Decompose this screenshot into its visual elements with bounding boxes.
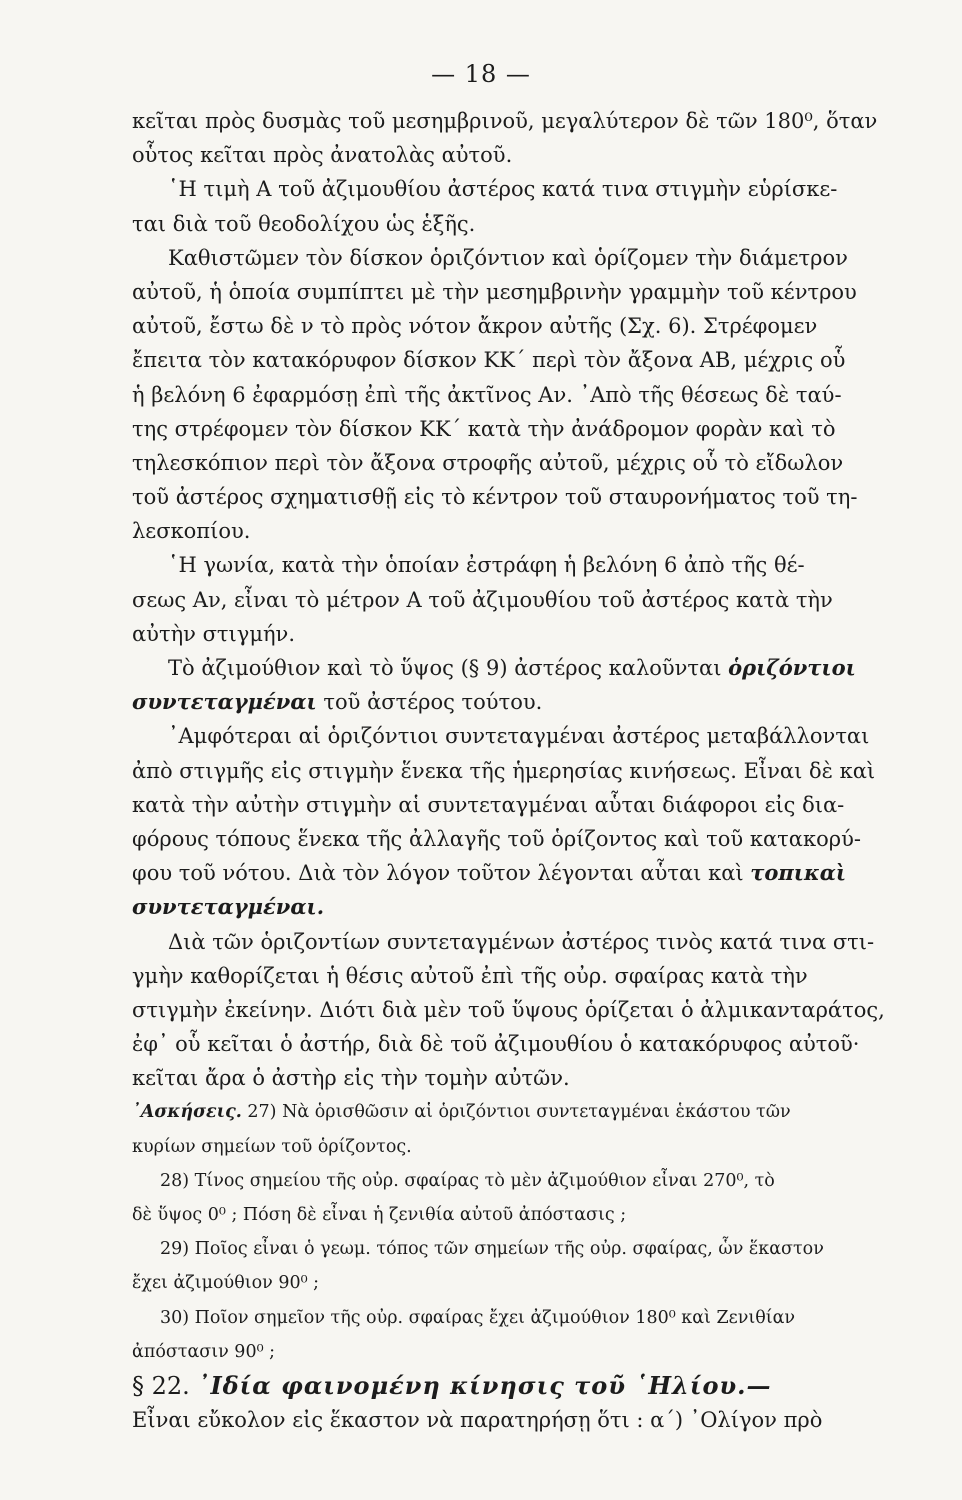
definition-line bbox=[132, 651, 926, 685]
text-line: ῾Η γωνία, κατὰ τὴν ὁποίαν ἐστράφη ἡ βελόνη 6 ἀπὸ τῆς θέ- bbox=[168, 553, 805, 578]
text-line: ἡ βελόνη 6 ἐφαρμόσῃ ἐπὶ τῆς ἀκτῖνος Αν. ᾿Απὸ τῆς θέσεως δὲ ταύ- bbox=[132, 382, 842, 407]
text-line: κεῖται πρὸς δυσμὰς τοῦ μεσημβρινοῦ, μεγαλύτερον δὲ τῶν 180⁰, ὅταν bbox=[132, 109, 878, 133]
text-line: φόρους τόπους ἕνεκα τῆς ἀλλαγῆς τοῦ ὁρίζοντος καὶ τοῦ κατακορύ- bbox=[132, 826, 861, 851]
definition-term: συντεταγμέναι bbox=[132, 689, 317, 715]
exercise-line: ἀπόστασιν 90⁰ ; bbox=[132, 1341, 276, 1362]
text-line: ται διὰ τοῦ θεοδολίχου ὡς ἑξῆς. bbox=[132, 211, 476, 236]
exercise-line: 30) Ποῖον σημεῖον τῆς οὐρ. σφαίρας ἔχει ἀζιμούθιον 180⁰ καὶ Ζενιθίαν bbox=[160, 1307, 796, 1328]
text-line: αὐτὴν στιγμήν. bbox=[132, 621, 295, 646]
text-line: οὗτος κεῖται πρὸς ἀνατολὰς αὐτοῦ. bbox=[132, 143, 513, 168]
definition-line bbox=[132, 685, 926, 719]
text-line: κεῖται ἄρα ὁ ἀστὴρ εἰς τὴν τομὴν αὐτῶν. bbox=[132, 1066, 570, 1091]
section-heading bbox=[132, 1369, 926, 1403]
text-line: στιγμὴν ἐκείνην. Διότι διὰ μὲν τοῦ ὕψους ὁρίζεται ὁ ἀλμικανταράτος, bbox=[132, 997, 885, 1022]
text-line: Καθιστῶμεν τὸν δίσκον ὁριζόντιον καὶ ὁρίζομεν τὴν διάμετρον bbox=[168, 245, 848, 270]
text-line: ᾿Αμφότεραι αἱ ὁριζόντιοι συντεταγμέναι ἀστέρος μεταβάλλονται bbox=[168, 724, 870, 749]
definition-term: συντεταγμέναι. bbox=[132, 894, 325, 920]
text-line: τοῦ ἀστέρος σχηματισθῇ εἰς τὸ κέντρον τοῦ σταυρονήματος τοῦ τη- bbox=[132, 485, 858, 510]
text-line: γμὴν καθορίζεται ἡ θέσις αὐτοῦ ἐπὶ τῆς οὐρ. σφαίρας κατὰ τὴν bbox=[132, 963, 808, 988]
text-line: Διὰ τῶν ὁριζοντίων συντεταγμένων ἀστέρος τινὸς κατά τινα στι- bbox=[168, 929, 875, 954]
exercise-line: 28) Τίνος σημείου τῆς οὐρ. σφαίρας τὸ μὲν ἀζιμούθιον εἶναι 270⁰, τὸ bbox=[160, 1170, 775, 1191]
text-line: λεσκοπίου. bbox=[132, 519, 251, 544]
text-line: σεως Αν, εἶναι τὸ μέτρον A τοῦ ἀζιμουθίου τοῦ ἀστέρος κατὰ τὴν bbox=[132, 587, 833, 612]
text-line: ἔπειτα τὸν κατακόρυφον δίσκον ΚΚ΄ περὶ τὸν ἄξονα ΑΒ, μέχρις οὗ bbox=[132, 348, 846, 373]
definition-text: Τὸ ἀζιμούθιον καὶ τὸ ὕψος (§ 9) ἀστέρος καλοῦνται bbox=[168, 656, 722, 680]
text-line bbox=[132, 890, 926, 924]
exercise-text: 27) Νὰ ὁρισθῶσιν αἱ ὁριζόντιοι συντεταγμέναι ἑκάστου τῶν bbox=[247, 1102, 791, 1123]
text-body bbox=[132, 104, 926, 1437]
definition-text: τοῦ ἀστέρος τούτου. bbox=[323, 690, 543, 715]
exercise-list bbox=[132, 1130, 926, 1369]
exercises-label: ᾿Ασκήσεις. bbox=[132, 1102, 242, 1123]
text-line: της στρέφομεν τὸν δίσκον ΚΚ΄ κατὰ τὴν ἀνάδρομον φορὰν καὶ τὸ bbox=[132, 416, 836, 441]
section-number: § 22. bbox=[132, 1371, 190, 1400]
section-title: ᾿Ιδία φαινομένη κίνησις τοῦ ῾Ηλίου.— bbox=[197, 1370, 772, 1400]
definition-term: ὁριζόντιοι bbox=[728, 655, 856, 680]
text-line: ἐφ᾿ οὗ κεῖται ὁ ἀστήρ, διὰ δὲ τοῦ ἀζιμουθίου ὁ κατακόρυφος αὐτοῦ· bbox=[132, 1032, 860, 1057]
exercise-line: δὲ ὕψος 0⁰ ; Πόση δὲ εἶναι ἡ ζενιθία αὐτοῦ ἀπόστασις ; bbox=[132, 1205, 627, 1225]
page-number: — 18 — bbox=[431, 60, 531, 88]
text-line: ἀπὸ στιγμῆς εἰς στιγμὴν ἕνεκα τῆς ἡμερησίας κινήσεως. Εἶναι δὲ καὶ bbox=[132, 758, 876, 783]
text-line: ῾Η τιμὴ A τοῦ ἀζιμουθίου ἀστέρος κατά τινα στιγμὴν εὑρίσκε- bbox=[168, 177, 838, 202]
text-line bbox=[132, 856, 926, 890]
text-span: φου τοῦ νότου. Διὰ τὸν λόγον τοῦτον λέγονται αὗται καὶ bbox=[132, 861, 744, 886]
exercise-line bbox=[132, 1095, 926, 1129]
exercise-line: 29) Ποῖος εἶναι ὁ γεωμ. τόπος τῶν σημείων τῆς οὐρ. σφαίρας, ὧν ἕκαστον bbox=[160, 1239, 824, 1260]
text-line: αὐτοῦ, ἡ ὁποία συμπίπτει μὲ τὴν μεσημβρινὴν γραμμὴν τοῦ κέντρου bbox=[132, 279, 857, 304]
text-line: κατὰ τὴν αὐτὴν στιγμὴν αἱ συντεταγμέναι αὗται διάφοροι εἰς δια- bbox=[132, 792, 845, 817]
text-line: τηλεσκόπιον περὶ τὸν ἄξονα στροφῆς αὐτοῦ, μέχρις οὗ τὸ εἴδωλον bbox=[132, 450, 844, 475]
text-line: Εἶναι εὔκολον εἰς ἕκαστον νὰ παρατηρήσῃ ὅτι : α΄) ᾿Ολίγον πρὸ bbox=[132, 1408, 823, 1433]
exercise-line: κυρίων σημείων τοῦ ὁρίζοντος. bbox=[132, 1136, 412, 1157]
text-line: αὐτοῦ, ἔστω δὲ ν τὸ πρὸς νότον ἄκρον αὐτῆς (Σχ. 6). Στρέφομεν bbox=[132, 314, 818, 339]
exercise-line: ἔχει ἀζιμούθιον 90⁰ ; bbox=[132, 1273, 320, 1294]
definition-term: τοπικαὶ bbox=[750, 860, 847, 886]
